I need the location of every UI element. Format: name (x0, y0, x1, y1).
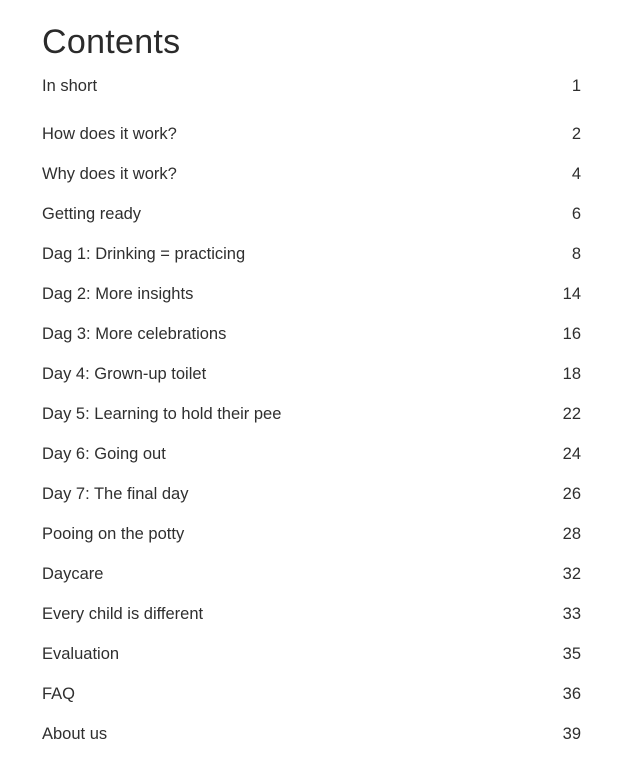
toc-entry[interactable] (42, 74, 581, 98)
toc-entry-label: How does it work? (42, 125, 177, 143)
toc-entry-label: Getting ready (42, 205, 142, 223)
toc-entry-page: 36 (562, 685, 581, 703)
toc-entry-label: Day 5: Learning to hold their pee (42, 405, 282, 423)
toc-entry-page: 24 (562, 445, 581, 463)
toc-entry-page: 35 (562, 645, 581, 663)
toc-entry-label: Evaluation (42, 645, 120, 663)
page-title: Contents (42, 23, 181, 61)
toc-entry-page: 2 (571, 125, 581, 143)
toc-entry-label: Pooing on the potty (42, 525, 185, 543)
toc-entry[interactable] (42, 474, 581, 514)
toc-entry-page: 28 (562, 525, 581, 543)
toc-entry[interactable] (42, 274, 581, 314)
toc-entry[interactable] (42, 114, 581, 154)
toc-entry[interactable] (42, 554, 581, 594)
toc-entry-label: Why does it work? (42, 165, 177, 183)
toc-entry-page: 16 (562, 325, 581, 343)
toc-entry-page: 4 (571, 165, 581, 183)
toc-entry-page: 18 (562, 365, 581, 383)
toc-entry-label: Day 7: The final day (42, 485, 189, 503)
toc-entry-page: 8 (571, 245, 581, 263)
toc-entry[interactable] (42, 394, 581, 434)
toc-entry-page: 6 (571, 205, 581, 223)
toc-entry-page: 14 (562, 285, 581, 303)
toc-entry-page: 1 (571, 77, 581, 95)
toc-entry-page: 26 (562, 485, 581, 503)
toc-entry-label: Dag 2: More insights (42, 285, 194, 303)
toc-entry-label: Daycare (42, 565, 104, 583)
toc-entry-label: About us (42, 725, 108, 743)
toc-entry-label: In short (42, 77, 98, 95)
toc-entry-label: Day 4: Grown-up toilet (42, 365, 207, 383)
toc-entry[interactable] (42, 434, 581, 474)
toc-entry[interactable] (42, 194, 581, 234)
toc-entry[interactable] (42, 154, 581, 194)
toc-entry-label: Every child is different (42, 605, 204, 623)
toc-entry-page: 22 (562, 405, 581, 423)
toc-entry[interactable] (42, 714, 581, 754)
toc-entry[interactable] (42, 234, 581, 274)
toc-entry[interactable] (42, 674, 581, 714)
toc-entry[interactable] (42, 314, 581, 354)
table-of-contents (42, 74, 581, 754)
toc-entry-page: 33 (562, 605, 581, 623)
toc-entry[interactable] (42, 634, 581, 674)
toc-entry-page: 39 (562, 725, 581, 743)
toc-entry[interactable] (42, 514, 581, 554)
toc-entry-page: 32 (562, 565, 581, 583)
toc-entry-label: Dag 1: Drinking = practicing (42, 245, 246, 263)
toc-entry-label: FAQ (42, 685, 76, 703)
toc-entry[interactable] (42, 594, 581, 634)
toc-entry-label: Day 6: Going out (42, 445, 166, 463)
toc-entry[interactable] (42, 354, 581, 394)
toc-entry-label: Dag 3: More celebrations (42, 325, 227, 343)
